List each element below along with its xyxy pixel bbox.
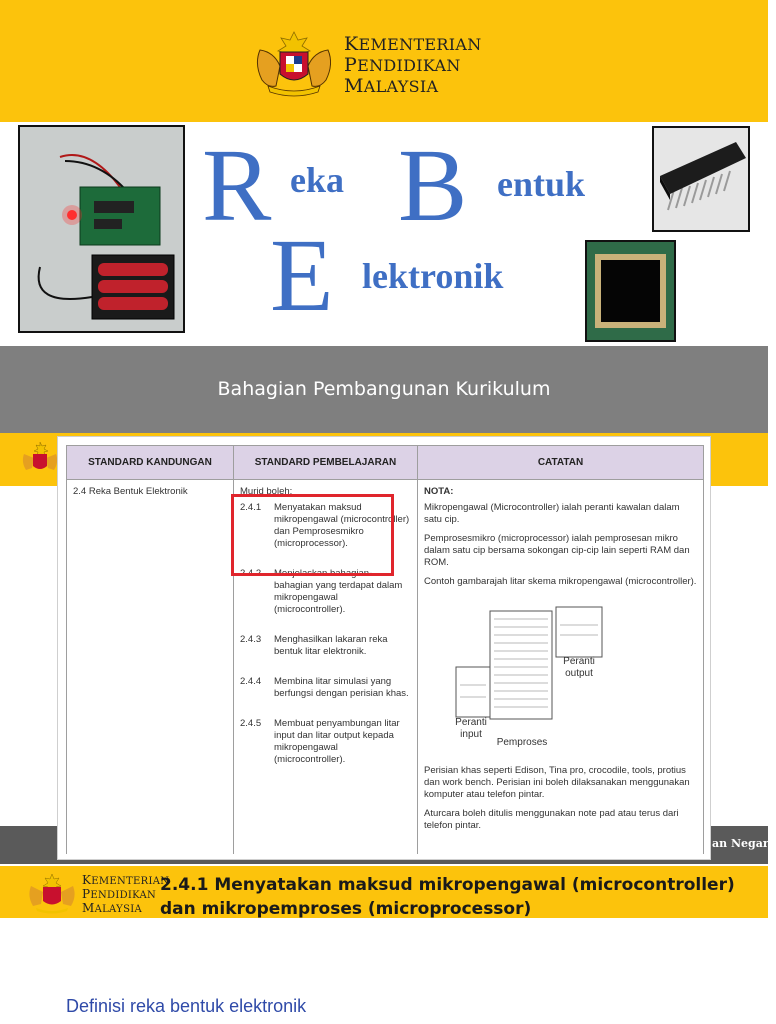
microcontroller-schematic [420, 605, 610, 755]
content-standard-cell: 2.4 Reka Bentuk Elektronik [67, 480, 234, 854]
learning-outcome: 2.4.4 Membina litar simulasi yang berfungsi dengan perisian khas. [240, 676, 409, 699]
qfp-chip-photo [585, 240, 676, 342]
title-letter-r: R [202, 128, 272, 243]
column-header-learning-standard: STANDARD PEMBELAJARAN [234, 446, 418, 480]
footer-text: an Negara [712, 837, 776, 850]
title-letter-b: B [398, 128, 468, 243]
learning-outcome: 2.4.1 Menyatakan maksud mikropengawal (microcontroller) dan Pemprosesmikro (microprocessor). [240, 502, 410, 549]
title-word-lektronik: lektronik [362, 256, 504, 296]
processor-label: Pemproses [496, 737, 548, 748]
ministry-name: KEMENTERIAN PENDIDIKAN MALAYSIA [82, 873, 170, 915]
output-device-label: Peranti output [563, 656, 595, 679]
definition-heading: Definisi reka bentuk elektronik [66, 996, 307, 1016]
learning-standard-cell: Murid boleh: 2.4.1 Menyatakan maksud mikropengawal (microcontroller) dan Pemprosesmikro (microprocessor). 2.4.2 Menjelaskan bahagian-bahagian yang terdapat dalam mikropengawal (microcontroller). 2.4.3 Menghasilkan lakaran reka bentuk litar elektronik. 2.4.4 Membina litar simulasi yang berfungsi dengan perisian khas. 2.4.5 Membuat penyambungan litar input dan litar output kepada mikropengawal (microcontroller). [234, 480, 418, 854]
column-header-content-standard: STANDARD KANDUNGAN [67, 446, 234, 480]
learning-outcome: 2.4.2 Menjelaskan bahagian-bahagian yang terdapat dalam mikropengawal (microcontroller). [240, 568, 403, 615]
malaysia-crest-icon [26, 872, 78, 914]
learning-outcome: 2.4.5 Membuat penyambungan litar input dan litar output kepada mikropengawal (microcontroller). [240, 718, 400, 765]
malaysia-crest-icon [250, 28, 338, 98]
learning-outcome: 2.4.3 Menghasilkan lakaran reka bentuk litar elektronik. [240, 634, 388, 657]
malaysia-crest-icon [20, 440, 60, 478]
title-word-entuk: entuk [497, 164, 586, 204]
ministry-name: KEMENTERIAN PENDIDIKAN MALAYSIA [344, 33, 482, 97]
column-header-notes: CATATAN [418, 446, 704, 480]
dip-chip-photo [652, 126, 750, 232]
circuit-board-photo [18, 125, 185, 333]
slide-title: 2.4.1 Menyatakan maksud mikropengawal (microcontroller) dan mikropemproses (microprocessor) [160, 875, 735, 919]
input-device-label: Peranti input [455, 717, 487, 740]
division-name: Bahagian Pembangunan Kurikulum [217, 378, 551, 400]
title-word-eka: eka [290, 160, 344, 200]
title-letter-e: E [270, 218, 334, 333]
notes-cell: NOTA: Mikropengawal (Microcontroller) ialah peranti kawalan dalam satu cip. Pemprosesmikro (microprocessor) ialah pemprosesan mikro dalam satu cip bersama sokongan cip-cip lain seperti RAM dan ROM. Contoh gambarajah litar skema mikropengawal (microcontroller). Perisian khas seperti Edison, Tina pro, crocodile, tools, protius dan work bench. Perisian ini boleh dilaksanakan menggunakan komputer atau telefon pintar. Aturcara boleh ditulis menggunakan note pad atau terus dari telefon pintar. [418, 480, 704, 854]
highlight-box [231, 494, 394, 576]
